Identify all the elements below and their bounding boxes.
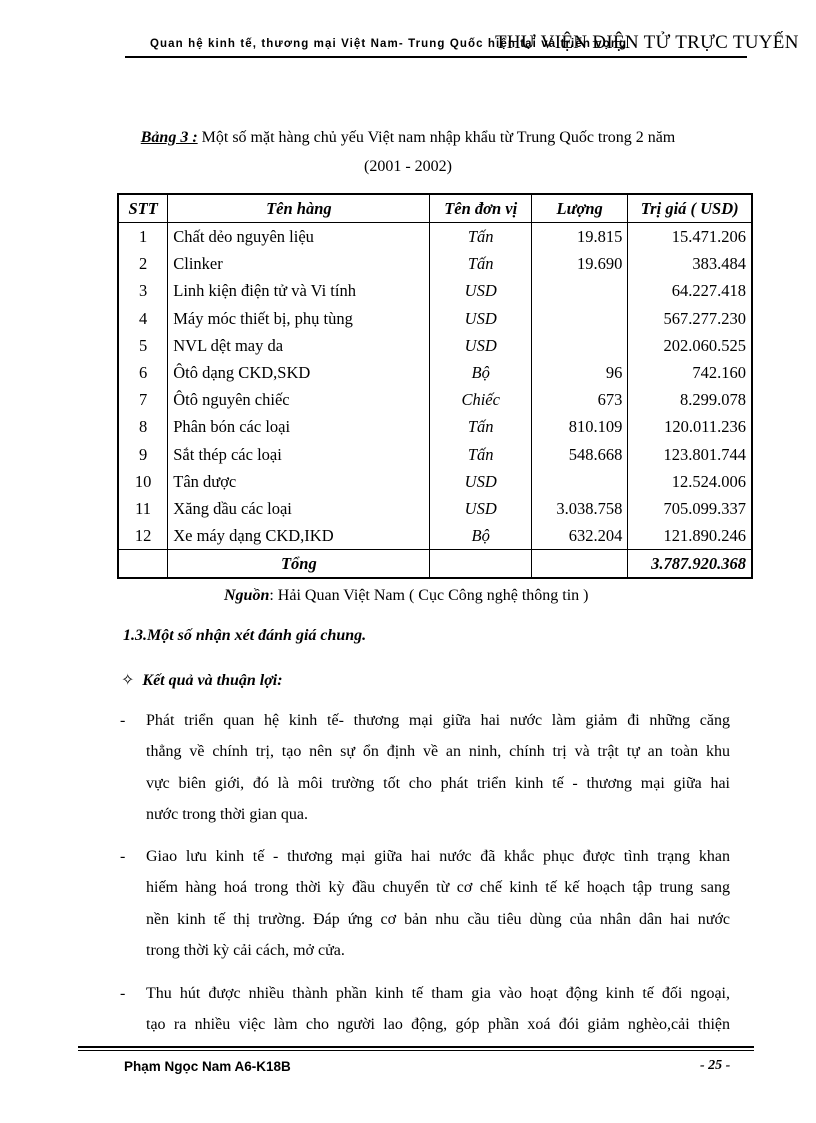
- table-row: [118, 386, 752, 413]
- bullet-line: vực biên giới, đó là môi trường tốt cho phát triển kinh tế - thương mại giữa hai: [146, 774, 730, 792]
- bullet-dash: -: [120, 712, 126, 729]
- table-row: [118, 223, 752, 251]
- subsection-title-text: Kết quả và thuận lợi:: [142, 672, 283, 689]
- row-unit: Tấn: [430, 441, 531, 468]
- watermark-text: THƯ VIỆN ĐIỆN TỬ TRỰC TUYẾN: [495, 32, 799, 53]
- row-qty: 548.668: [531, 441, 627, 468]
- subsection-title: [121, 670, 283, 690]
- row-unit: Tấn: [430, 223, 531, 251]
- row-value: 64.227.418: [628, 277, 752, 304]
- table-caption: [0, 129, 816, 147]
- row-stt: 10: [118, 468, 168, 495]
- table-row: [118, 441, 752, 468]
- table-row: [118, 332, 752, 359]
- row-qty: [531, 468, 627, 495]
- row-unit: USD: [430, 305, 531, 332]
- source-text: : Hải Quan Việt Nam ( Cục Công nghệ thông tin ): [269, 587, 589, 604]
- bullet-line: tạo ra nhiều việc làm cho người lao động, góp phần xoá đói giảm nghèo,cải thiện: [146, 1016, 730, 1034]
- bullet-line: nước trong thời gian qua.: [146, 805, 309, 823]
- row-qty: [531, 332, 627, 359]
- source-label: Nguồn: [224, 587, 270, 604]
- table-row: [118, 495, 752, 522]
- table-row: [118, 359, 752, 386]
- footer-rule-thin: [78, 1050, 754, 1051]
- row-name: Clinker: [168, 250, 430, 277]
- total-unit-cell: [430, 550, 531, 579]
- table-row: [118, 413, 752, 440]
- header-rule: [125, 56, 747, 58]
- row-value: 123.801.744: [628, 441, 752, 468]
- header-name: Tên hàng: [168, 194, 430, 223]
- row-unit: Chiếc: [430, 386, 531, 413]
- bullet-dash: -: [120, 985, 126, 1002]
- row-stt: 12: [118, 522, 168, 550]
- row-name: Phân bón các loại: [168, 413, 430, 440]
- row-qty: 96: [531, 359, 627, 386]
- row-name: Xăng dầu các loại: [168, 495, 430, 522]
- table-caption-label: Bảng 3 :: [140, 129, 198, 146]
- row-name: Tân dược: [168, 468, 430, 495]
- table-row: [118, 522, 752, 550]
- row-unit: Tấn: [430, 413, 531, 440]
- row-value: 742.160: [628, 359, 752, 386]
- running-title: Quan hệ kinh tế, thương mại Việt Nam- Trung Quốc hiện tại và triển vọng: [150, 38, 628, 50]
- row-qty: 810.109: [531, 413, 627, 440]
- row-unit: Tấn: [430, 250, 531, 277]
- table-row: [118, 250, 752, 277]
- row-value: 383.484: [628, 250, 752, 277]
- header-unit: Tên đơn vị: [430, 194, 531, 223]
- bullet-line: nền kinh tế thị trường. Đáp ứng cơ bản nhu cầu tiêu dùng của nhân dân hai nước: [146, 910, 730, 928]
- table-total-row: [118, 550, 752, 579]
- table-row: [118, 277, 752, 304]
- row-value: 121.890.246: [628, 522, 752, 550]
- import-table: [117, 193, 753, 579]
- row-stt: 1: [118, 223, 168, 251]
- row-stt: 8: [118, 413, 168, 440]
- table-header-row: [118, 194, 752, 223]
- row-name: Ôtô dạng CKD,SKD: [168, 359, 430, 386]
- total-value: 3.787.920.368: [628, 550, 752, 579]
- row-qty: 673: [531, 386, 627, 413]
- row-name: NVL dệt may da: [168, 332, 430, 359]
- row-value: 15.471.206: [628, 223, 752, 251]
- row-value: 120.011.236: [628, 413, 752, 440]
- bullet-dash: -: [120, 848, 126, 865]
- page-number: - 25 -: [700, 1058, 731, 1073]
- bullet-line: Giao lưu kinh tế - thương mại giữa hai nước đã khắc phục được tình trạng khan: [146, 848, 730, 865]
- table-row: [118, 468, 752, 495]
- row-qty: 3.038.758: [531, 495, 627, 522]
- row-name: Sắt thép các loại: [168, 441, 430, 468]
- row-value: 705.099.337: [628, 495, 752, 522]
- bullet-line: Phát triển quan hệ kinh tế- thương mại giữa hai nước làm giảm đi những căng: [146, 712, 730, 729]
- row-unit: USD: [430, 468, 531, 495]
- row-stt: 5: [118, 332, 168, 359]
- header-stt: STT: [118, 194, 168, 223]
- row-value: 202.060.525: [628, 332, 752, 359]
- bullet-line: trong thời kỳ cải cách, mở cửa.: [146, 941, 345, 959]
- bullet-line: hiếm hàng hoá trong thời kỳ đầu chuyển từ cơ chế kinh tế kế hoạch tập trung sang: [146, 879, 730, 897]
- row-stt: 6: [118, 359, 168, 386]
- row-name: Ôtô nguyên chiếc: [168, 386, 430, 413]
- row-name: Chất dẻo nguyên liệu: [168, 223, 430, 251]
- row-qty: [531, 305, 627, 332]
- total-label: Tổng: [168, 550, 430, 579]
- row-value: 567.277.230: [628, 305, 752, 332]
- table-caption-years: (2001 - 2002): [364, 158, 452, 175]
- row-name: Xe máy dạng CKD,IKD: [168, 522, 430, 550]
- row-unit: USD: [430, 277, 531, 304]
- total-qty-cell: [531, 550, 627, 579]
- row-unit: Bộ: [430, 522, 531, 550]
- table-body: [118, 223, 752, 550]
- row-stt: 4: [118, 305, 168, 332]
- bullet-line: Thu hút được nhiều thành phần kinh tế tham gia vào hoạt động kinh tế đối ngoại,: [146, 985, 730, 1002]
- row-unit: Bộ: [430, 359, 531, 386]
- header-qty: Lượng: [531, 194, 627, 223]
- row-stt: 7: [118, 386, 168, 413]
- row-stt: 11: [118, 495, 168, 522]
- diamond-bullet-icon: ✧: [121, 672, 135, 689]
- table-row: [118, 305, 752, 332]
- row-qty: 632.204: [531, 522, 627, 550]
- row-name: Linh kiện điện tử và Vi tính: [168, 277, 430, 304]
- footer-author: Phạm Ngọc Nam A6-K18B: [124, 1059, 291, 1074]
- row-unit: USD: [430, 495, 531, 522]
- row-stt: 3: [118, 277, 168, 304]
- running-header: [125, 32, 799, 56]
- row-qty: [531, 277, 627, 304]
- row-qty: 19.815: [531, 223, 627, 251]
- table-source: [224, 587, 589, 605]
- row-stt: 9: [118, 441, 168, 468]
- total-stt-cell: [118, 550, 168, 579]
- row-qty: 19.690: [531, 250, 627, 277]
- row-unit: USD: [430, 332, 531, 359]
- row-value: 8.299.078: [628, 386, 752, 413]
- row-value: 12.524.006: [628, 468, 752, 495]
- section-title: 1.3.Một số nhận xét đánh giá chung.: [123, 627, 367, 644]
- row-stt: 2: [118, 250, 168, 277]
- bullet-line: thẳng về chính trị, tạo nên sự ổn định về an ninh, chính trị và trật tự an toàn khu: [146, 743, 730, 761]
- row-name: Máy móc thiết bị, phụ tùng: [168, 305, 430, 332]
- header-value: Trị giá ( USD): [628, 194, 752, 223]
- table-caption-title: Một số mặt hàng chủ yếu Việt nam nhập khẩu từ Trung Quốc trong 2 năm: [197, 129, 676, 146]
- footer-rule-thick: [78, 1046, 754, 1048]
